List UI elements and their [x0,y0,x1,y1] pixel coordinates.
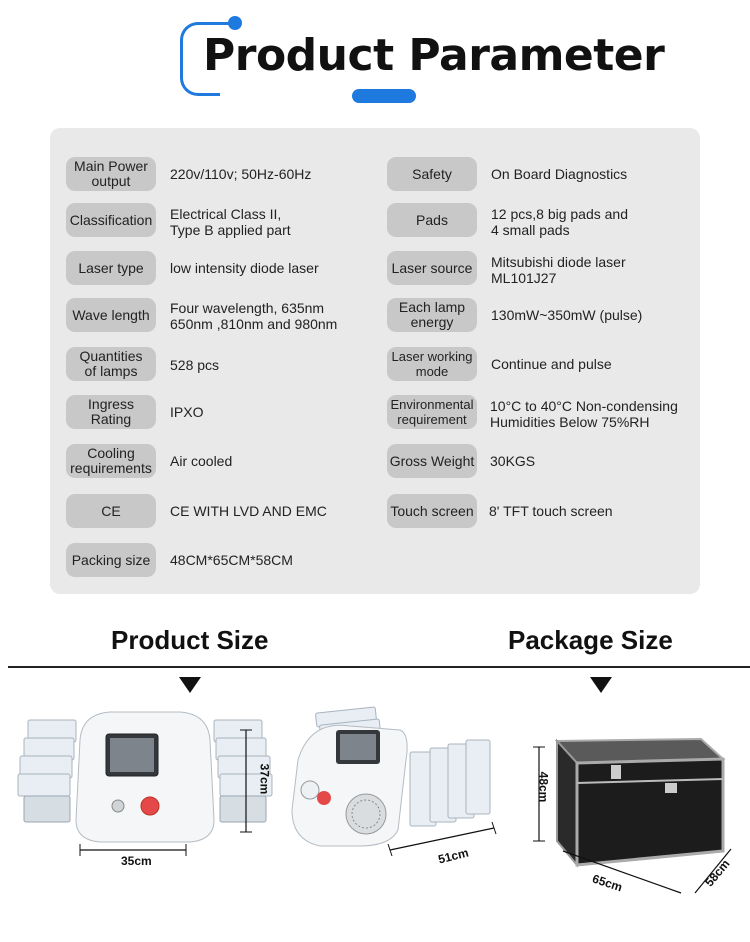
param-label-pads: Pads [387,203,477,237]
side-depth-label: 51cm [436,845,470,867]
header-pill-decoration [352,89,416,103]
param-label-working-mode: Laser working mode [387,347,477,381]
param-value-pads: 12 pcs,8 big pads and 4 small pads [491,206,628,238]
param-label-lamp-energy: Each lamp energy [387,298,477,332]
param-label-ce: CE [66,494,156,528]
param-value-working-mode: Continue and pulse [491,356,612,372]
param-value-main-power: 220v/110v; 50Hz-60Hz [170,166,312,182]
param-label-environmental: Environmental requirement [387,395,477,429]
section-divider [8,666,750,668]
param-label-packing: Packing size [66,543,156,577]
box-height-label: 48cm [536,771,551,803]
param-label-touch-screen: Touch screen [387,494,477,528]
param-label-safety: Safety [387,157,477,191]
param-value-laser-source: Mitsubishi diode laser ML101J27 [491,254,626,286]
param-label-laser-source: Laser source [387,251,477,285]
param-value-ingress: IPXO [170,404,204,420]
param-value-wave-length: Four wavelength, 635nm 650nm ,810nm and 980nm [170,300,338,332]
triangle-down-icon [590,677,612,693]
param-value-classification: Electrical Class II, Type B applied part [170,206,291,238]
param-label-wave-length: Wave length [66,298,156,332]
param-value-lamp-energy: 130mW~350mW (pulse) [491,307,643,323]
front-height-label: 37cm [257,763,272,795]
param-label-cooling: Cooling requirements [66,444,156,478]
box-depth-label: 58cm [702,856,733,890]
triangle-down-icon [179,677,201,693]
device-front-image [10,700,280,870]
package-size-title: Package Size [508,625,673,655]
param-label-main-power: Main Power output [66,157,156,191]
page-title: Product Parameter [203,30,665,81]
param-label-gross-weight: Gross Weight [387,444,477,478]
device-side-image [280,700,510,890]
param-value-quantities: 528 pcs [170,357,220,373]
front-width-label: 35cm [121,854,152,868]
param-value-cooling: Air cooled [170,453,233,469]
param-value-packing: 48CM*65CM*58CM [170,552,293,568]
param-value-ce: CE WITH LVD AND EMC [170,503,327,519]
param-label-ingress: Ingress Rating [66,395,156,429]
param-label-classification: Classification [66,203,156,237]
param-label-quantities: Quantities of lamps [66,347,156,381]
box-width-label: 65cm [590,871,625,895]
param-value-safety: On Board Diagnostics [491,166,628,182]
param-label-laser-type: Laser type [66,251,156,285]
header-dot-decoration [228,16,242,30]
param-value-environmental: 10°C to 40°C Non-condensing Humidities Below 75%RH [490,398,678,430]
param-value-touch-screen: 8' TFT touch screen [489,503,613,519]
param-value-laser-type: low intensity diode laser [170,260,319,276]
param-value-gross-weight: 30KGS [490,453,536,469]
product-size-title: Product Size [111,625,269,655]
